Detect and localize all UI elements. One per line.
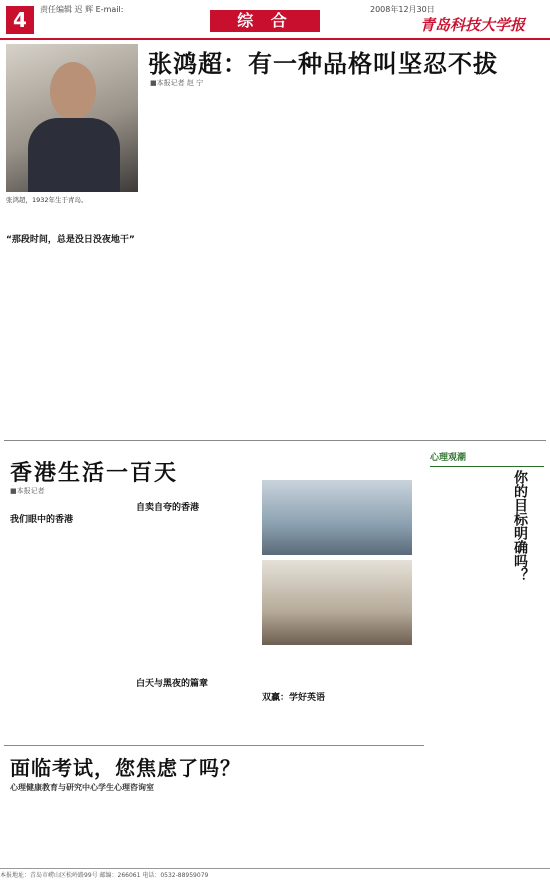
exam-article-title: 面临考试，您焦虑了吗？	[10, 756, 241, 780]
article-subhead: “那段时间，总是没日没夜地干”	[6, 235, 135, 245]
hongkong-byline: ■本报记者	[10, 487, 45, 495]
portrait-body	[28, 118, 120, 192]
campus-photo	[262, 480, 412, 555]
hongkong-subhead-3: 白天与黑夜的篇章	[136, 679, 209, 689]
hongkong-subhead-1: 我们眼中的香港	[10, 515, 74, 525]
issue-date: 2008年12月30日	[370, 5, 435, 14]
footer-text: 本报地址：青岛市崂山区松岭路99号 邮编：266061 电话：0532-88959079	[0, 872, 209, 879]
masthead-info: 责任编辑 迟 辉 E-mail:	[40, 5, 124, 14]
hongkong-article-title: 香港生活一百天	[10, 461, 179, 486]
newspaper-logo: 青岛科技大学报	[420, 16, 526, 34]
side-column-title: 你的目标明确吗？	[512, 470, 528, 582]
article-title: 张鸿超：有一种品格叫坚忍不拔	[148, 50, 498, 78]
page-number: 4	[6, 6, 34, 34]
section-divider	[4, 440, 546, 441]
portrait-head	[50, 62, 96, 120]
exam-article-subtitle: 心理健康教育与研究中心学生心理咨询室	[10, 783, 154, 792]
section-divider	[4, 745, 424, 746]
hongkong-subhead-4: 双赢：学好英语	[262, 693, 326, 703]
students-photo	[262, 560, 412, 645]
hongkong-subhead-2: 自卖自夸的香港	[136, 503, 200, 513]
column-tag: 心理观潮	[430, 450, 544, 467]
article-byline: ■本报记者 赵 宁	[150, 79, 204, 87]
photo-caption: 张鸿超，1932年生于青岛。	[6, 196, 88, 204]
page-footer	[0, 868, 550, 884]
section-title: 综 合	[210, 10, 320, 32]
portrait-photo	[6, 44, 138, 192]
